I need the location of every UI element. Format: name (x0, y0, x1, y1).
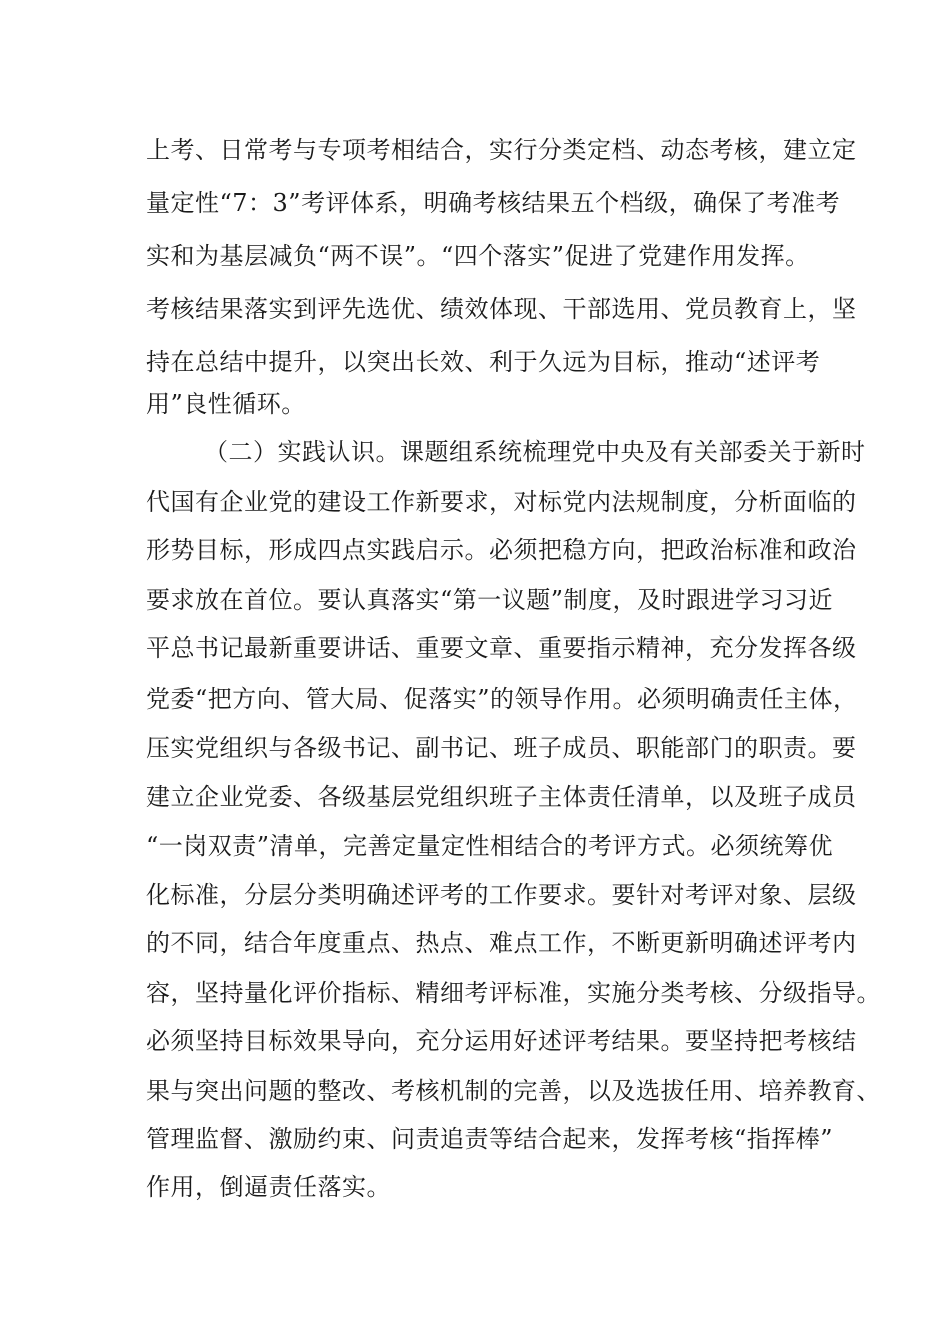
text-line: 作用，倒逼责任落实。 (146, 1173, 391, 1201)
text-line: 化标准，分层分类明确述评考的工作要求。要针对考评对象、层级 (146, 881, 857, 909)
text-line: 容，坚持量化评价指标、精细考评标准，实施分类考核、分级指导。 (146, 979, 881, 1007)
paragraph-heading-line: （二）实践认识。课题组系统梳理党中央及有关部委关于新时 (204, 438, 866, 466)
text-line: 压实党组织与各级书记、副书记、班子成员、职能部门的职责。要 (146, 734, 857, 762)
text-line: 必须坚持目标效果导向，充分运用好述评考结果。要坚持把考核结 (146, 1027, 857, 1055)
text-line: 管理监督、激励约束、问责追责等结合起来，发挥考核“指挥棒” (146, 1125, 834, 1153)
text-line: 要求放在首位。要认真落实“第一议题”制度，及时跟进学习习近 (146, 586, 834, 614)
text-line: 持在总结中提升，以突出长效、利于久远为目标，推动“述评考 (146, 348, 821, 376)
text-line: 的不同，结合年度重点、热点、难点工作，不断更新明确述评考内 (146, 929, 857, 957)
text-line: 用”良性循环。 (146, 390, 306, 418)
text-line: 建立企业党委、各级基层党组织班子主体责任清单，以及班子成员 (146, 783, 857, 811)
text-line: 党委“把方向、管大局、促落实”的领导作用。必须明确责任主体， (146, 685, 858, 713)
text-line: 平总书记最新重要讲话、重要文章、重要指示精神，充分发挥各级 (146, 634, 857, 662)
text-line: 果与突出问题的整改、考核机制的完善，以及选拔任用、培养教育、 (146, 1077, 881, 1105)
text-line: 实和为基层减负“两不误”。“四个落实”促进了党建作用发挥。 (146, 242, 810, 270)
text-line: 形势目标，形成四点实践启示。必须把稳方向，把政治标准和政治 (146, 536, 857, 564)
text-line: 上考、日常考与专项考相结合，实行分类定档、动态考核，建立定 (146, 136, 857, 164)
text-line: 量定性“7：3”考评体系，明确考核结果五个档级，确保了考准考 (146, 189, 841, 217)
text-line: “一岗双责”清单，完善定量定性相结合的考评方式。必须统筹优 (146, 832, 834, 860)
text-line: 代国有企业党的建设工作新要求，对标党内法规制度，分析面临的 (146, 488, 857, 516)
text-line: 考核结果落实到评先选优、绩效体现、干部选用、党员教育上，坚 (146, 295, 857, 323)
